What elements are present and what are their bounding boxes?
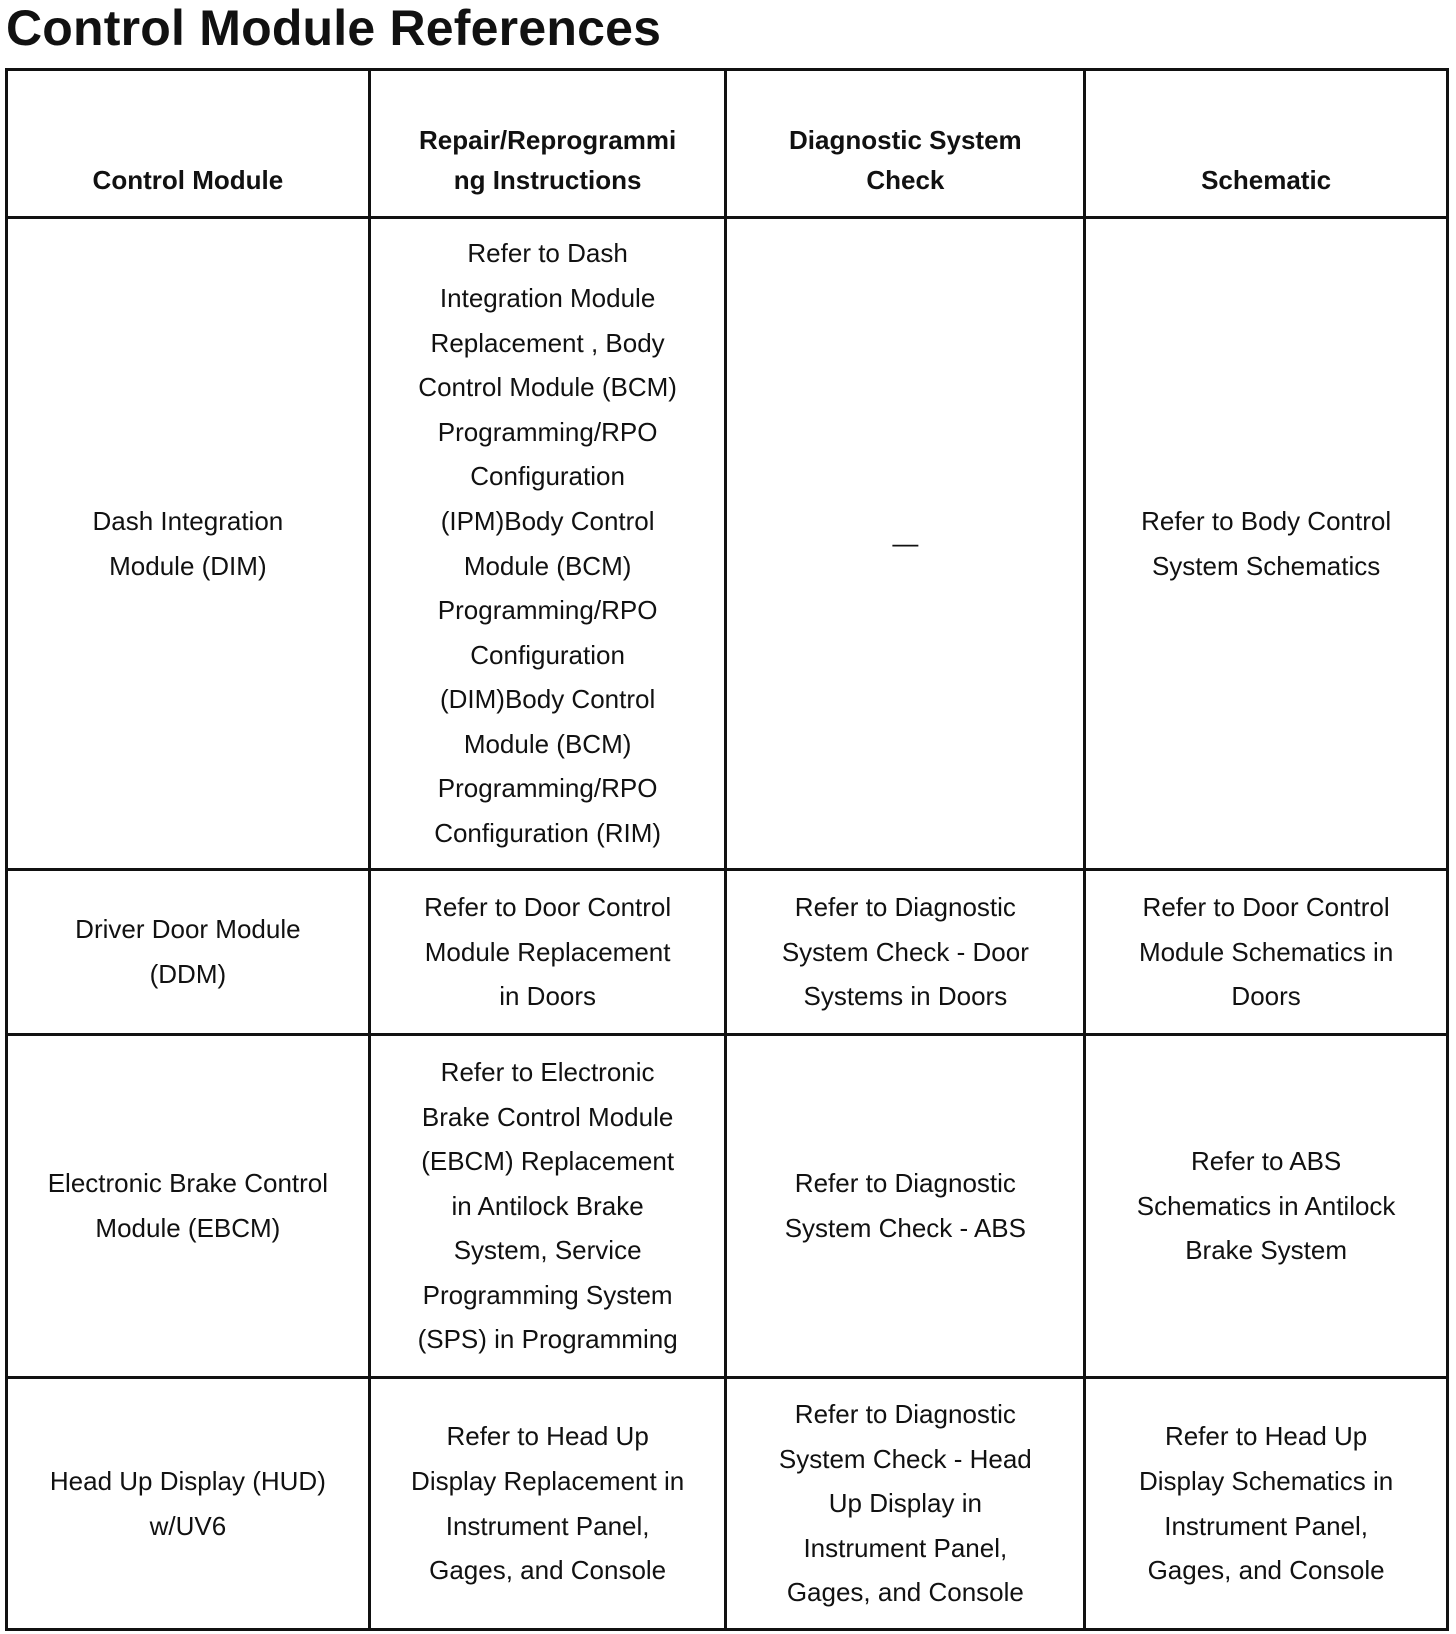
cell-diagnostic-system-check: Refer to Diagnostic System Check - Head Up Display in Instrument Panel, Gages, and Console xyxy=(726,1378,1085,1630)
cell-schematic: Refer to Door Control Module Schematics in Doors xyxy=(1085,870,1448,1035)
cell-control-module: Dash Integration Module (DIM) xyxy=(7,218,370,870)
cell-schematic: Refer to Head Up Display Schematics in Instrument Panel, Gages, and Console xyxy=(1085,1378,1448,1630)
cell-diagnostic-system-check: Refer to Diagnostic System Check - Door Systems in Doors xyxy=(726,870,1085,1035)
cell-repair-instructions: Refer to Door Control Module Replacement in Doors xyxy=(369,870,726,1035)
cell-diagnostic-system-check: Refer to Diagnostic System Check - ABS xyxy=(726,1035,1085,1378)
header-diagnostic-system-check: Diagnostic System Check xyxy=(726,70,1085,218)
cell-repair-instructions: Refer to Head Up Display Replacement in Instrument Panel, Gages, and Console xyxy=(369,1378,726,1630)
table-row xyxy=(7,870,1448,1035)
cell-diagnostic-system-check: — xyxy=(726,218,1085,870)
table-header-row xyxy=(7,70,1448,218)
header-schematic: Schematic xyxy=(1085,70,1448,218)
cell-control-module: Driver Door Module (DDM) xyxy=(7,870,370,1035)
table-row xyxy=(7,1035,1448,1378)
control-module-table xyxy=(5,68,1449,1631)
header-control-module: Control Module xyxy=(7,70,370,218)
table-row xyxy=(7,218,1448,870)
page-title: Control Module References xyxy=(6,0,662,56)
cell-repair-instructions: Refer to Dash Integration Module Replacement , Body Control Module (BCM) Programming/RPO Configuration (IPM)Body Control Module (BCM) Programming/RPO Configuration (DIM)Body Control Module (BCM) Programming/RPO Configuration (RIM) xyxy=(369,218,726,870)
table-row xyxy=(7,1378,1448,1630)
cell-schematic: Refer to Body Control System Schematics xyxy=(1085,218,1448,870)
cell-schematic: Refer to ABS Schematics in Antilock Brake System xyxy=(1085,1035,1448,1378)
cell-control-module: Electronic Brake Control Module (EBCM) xyxy=(7,1035,370,1378)
cell-repair-instructions: Refer to Electronic Brake Control Module (EBCM) Replacement in Antilock Brake System, Service Programming System (SPS) in Programming xyxy=(369,1035,726,1378)
cell-control-module: Head Up Display (HUD) w/UV6 xyxy=(7,1378,370,1630)
header-repair-instructions: Repair/Reprogrammi ng Instructions xyxy=(369,70,726,218)
